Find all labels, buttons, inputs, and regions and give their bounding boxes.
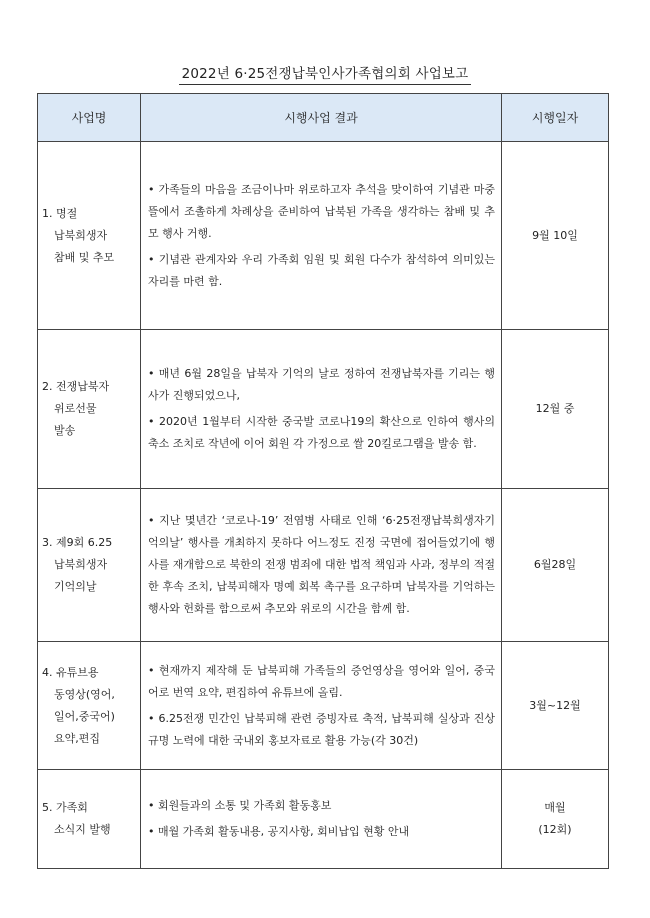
project-name-cell (38, 489, 141, 642)
report-table (37, 93, 609, 869)
result-item: • 지난 몇년간 ‘코로나-19’ 전염병 사태로 인해 ‘6·25전쟁납북희생자기억의날’ 행사를 개최하지 못하다 어느정도 진정 국면에 접어들었기에 행사를 재개함으로 북한의 전쟁 범죄에 대한 법적 책임과 사과, 정부의 적절한 후속 조치, 납북피해자 명예 회복 촉구를 요구하며 납북자를 기억하는 행사와 헌화를 함으로써 추모와 위로의 시간을 함께 함. (148, 514, 495, 615)
result-item: • 2020년 1월부터 시작한 중국발 코로나19의 확산으로 인하여 행사의 축소 조치로 작년에 이어 회원 각 가정으로 쌀 20킬로그램을 발송 함. (148, 415, 495, 450)
result-cell (141, 642, 502, 770)
project-name-line: 요약,편집 (54, 731, 101, 745)
project-name-cell (38, 330, 141, 489)
table-row (38, 142, 609, 330)
date-cell (502, 142, 609, 330)
project-name-line: 소식지 발행 (54, 823, 111, 836)
table-row (38, 330, 609, 489)
header-project: 사업명 (38, 94, 141, 142)
header-result: 시행사업 결과 (141, 94, 502, 142)
project-name-line: 발송 (54, 424, 76, 437)
project-name-line: 일어,중국어) (54, 709, 115, 723)
result-item: • 매월 가족회 활동내용, 공지사항, 회비납입 현황 안내 (148, 825, 410, 838)
result-item: • 매년 6월 28일을 납북자 기억의 날로 정하여 전쟁납북자를 기리는 행사가 진행되었으나, (148, 367, 495, 402)
project-name-cell (38, 142, 141, 330)
date-cell (502, 330, 609, 489)
result-cell (141, 330, 502, 489)
date-cell (502, 642, 609, 770)
table-row (38, 642, 609, 770)
date-text: (12회) (538, 823, 572, 836)
result-item: • 6.25전쟁 민간인 납북피해 관련 증빙자료 축적, 납북피해 실상과 진상규명 노력에 대한 국내외 홍보자료로 활용 가능(각 30건) (148, 711, 495, 747)
project-name-line: 4. 유튜브용 (42, 665, 99, 679)
header-row (38, 94, 609, 142)
result-item: • 회원들과의 소통 및 가족회 활동홍보 (148, 799, 332, 812)
result-cell (141, 489, 502, 642)
date-text: 3월~12월 (529, 698, 581, 712)
project-name-line: 동영상(영어, (54, 687, 115, 701)
date-text: 9월 10일 (532, 228, 578, 242)
project-name-line: 납북희생자 (54, 228, 108, 242)
date-cell (502, 489, 609, 642)
project-name-cell (38, 770, 141, 869)
document-title (0, 62, 650, 82)
result-item: • 기념관 관계자와 우리 가족회 임원 및 회원 다수가 참석하여 의미있는 자리를 마련 함. (148, 252, 495, 288)
result-item: • 현재까지 제작해 둔 납북피해 가족들의 증언영상을 영어와 일어, 중국어로 번역 요약, 편집하여 유튜브에 올림. (148, 663, 495, 699)
project-name-line: 2. 전쟁납북자 (42, 380, 110, 393)
date-cell (502, 770, 609, 869)
project-name-line: 1. 명절 (42, 206, 78, 220)
project-name-line: 납북희생자 (54, 558, 108, 571)
result-cell (141, 770, 502, 869)
result-cell (141, 142, 502, 330)
project-name-line: 5. 가족회 (42, 801, 88, 814)
title-text: 2022년 6·25전쟁납북인사가족협의회 사업보고 (179, 66, 472, 85)
project-name-line: 기억의날 (54, 580, 97, 593)
table-row (38, 489, 609, 642)
project-name-line: 3. 제9회 6.25 (42, 536, 113, 549)
table-row (38, 770, 609, 869)
header-date: 시행일자 (502, 94, 609, 142)
project-name-line: 참배 및 추모 (54, 250, 115, 264)
date-text: 6월28일 (533, 558, 577, 571)
date-text: 매월 (544, 801, 566, 814)
result-item: • 가족들의 마음을 조금이나마 위로하고자 추석을 맞이하여 기념관 마중뜰에서 조촐하게 차례상을 준비하여 납북된 가족을 생각하는 참배 및 추모 행사 거행. (148, 182, 495, 240)
project-name-cell (38, 642, 141, 770)
date-text: 12월 중 (535, 402, 575, 415)
project-name-line: 위로선물 (54, 402, 97, 415)
